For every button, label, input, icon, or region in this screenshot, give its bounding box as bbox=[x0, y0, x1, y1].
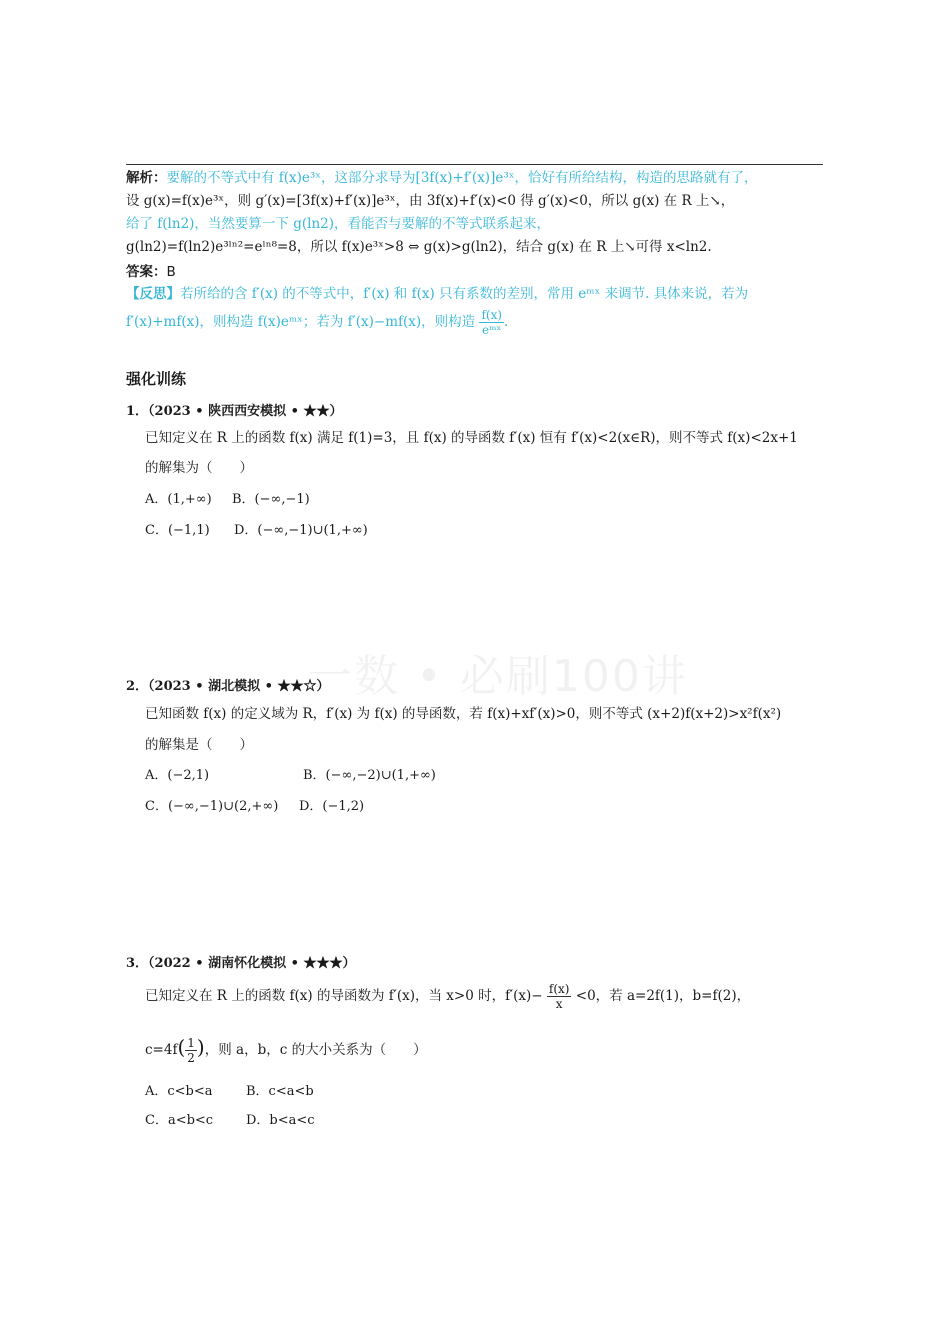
section-title: 强化训练 bbox=[126, 370, 187, 388]
question-2-option-a[interactable]: A．(−2,1) bbox=[145, 768, 210, 783]
question-3-text-1a: 已知定义在 R 上的函数 f(x) 的导函数为 f′(x)，当 x>0 时，f′(x)− bbox=[145, 988, 543, 1004]
question-3-text-1b: <0，若 a=2f(1)，b=f(2)， bbox=[575, 988, 751, 1004]
answer-line bbox=[126, 261, 176, 283]
reflect-fraction-denominator: eᵐˣ bbox=[481, 323, 502, 337]
reflect-line-1 bbox=[126, 283, 748, 305]
analysis-label: 解析： bbox=[126, 170, 167, 186]
reflect-label: 【反思】 bbox=[126, 286, 180, 302]
header-divider bbox=[126, 164, 823, 165]
question-3-text-1 bbox=[145, 982, 750, 1011]
question-1-text-2: 的解集为（ ） bbox=[145, 460, 253, 476]
question-3-fraction-2-numerator: 1 bbox=[187, 1036, 195, 1050]
question-3-header: 3．（2022 • 湖南怀化模拟 • ★★★） bbox=[126, 956, 356, 971]
question-2-text-1: 已知函数 f(x) 的定义域为 R，f′(x) 为 f(x) 的导函数，若 f(x)+xf′(x)>0，则不等式 (x+2)f(x+2)>x²f(x²) bbox=[145, 706, 782, 722]
question-3-text-2: c=4f( $\frac{1}{2}$ )，则 a，b，c 的大小关系为（ ） bbox=[145, 1035, 427, 1065]
reflect-fraction-numerator: f(x) bbox=[481, 308, 503, 322]
question-1-header: 1．（2023 • 陕西西安模拟 • ★★） bbox=[126, 404, 343, 419]
question-1-option-b[interactable]: B．(−∞,−1) bbox=[232, 492, 310, 507]
question-3-text-2b: ，则 a，b，c 的大小关系为（ ） bbox=[204, 1042, 427, 1058]
analysis-line-2: 设 g(x)=f(x)e³ˣ，则 g′(x)=[3f(x)+f′(x)]e³ˣ，由 3f(x)+f′(x)<0 得 g′(x)<0，所以 g(x) 在 R 上↘， bbox=[126, 193, 735, 209]
question-2-option-b[interactable]: B．(−∞,−2)∪(1,+∞) bbox=[303, 768, 436, 783]
question-2-option-c[interactable]: C．(−∞,−1)∪(2,+∞) bbox=[145, 799, 279, 814]
question-3-text-2a: c=4f bbox=[145, 1042, 178, 1058]
question-3-fraction-1 bbox=[547, 982, 572, 1011]
question-1-option-a[interactable]: A．(1,+∞) bbox=[145, 492, 212, 507]
analysis-line-1 bbox=[126, 167, 757, 189]
analysis-line-4: g(ln2)=f(ln2)e³ˡⁿ²=eˡⁿ⁸=8，所以 f(x)e³ˣ>8 ⇔ g(x)>g(ln2)，结合 g(x) 在 R 上↘可得 x<ln2. bbox=[126, 239, 712, 255]
answer-label: 答案： bbox=[126, 264, 167, 280]
question-1-text-1: 已知定义在 R 上的函数 f(x) 满足 f(1)=3，且 f(x) 的导函数 f′(x) 恒有 f′(x)<2(x∈R)，则不等式 f(x)<2x+1 bbox=[145, 430, 798, 446]
question-3-option-a[interactable]: A．c<b<a bbox=[145, 1084, 213, 1099]
question-3-fraction-1-denominator: x bbox=[555, 997, 563, 1011]
reflect-text-1: 若所给的含 f′(x) 的不等式中，f′(x) 和 f(x) 只有系数的差别，常用 eᵐˣ 来调节. 具体来说，若为 bbox=[180, 286, 749, 302]
question-3-option-d[interactable]: D．b<a<c bbox=[246, 1113, 315, 1128]
question-3-fraction-1-numerator: f(x) bbox=[548, 982, 570, 996]
question-3-fraction-2-denominator: 2 bbox=[187, 1051, 195, 1065]
question-3-option-c[interactable]: C．a<b<c bbox=[145, 1113, 214, 1128]
analysis-line-3: 给了 f(ln2)，当然要算一下 g(ln2)，看能否与要解的不等式联系起来， bbox=[126, 216, 550, 232]
analysis-text-1: 要解的不等式中有 f(x)e³ˣ，这部分求导为[3f(x)+f′(x)]e³ˣ，恰好有所给结构，构造的思路就有了， bbox=[166, 170, 758, 186]
question-2-header: 2．（2023 • 湖北模拟 • ★★☆） bbox=[126, 679, 330, 694]
question-1-option-c[interactable]: C．(−1,1) bbox=[145, 523, 210, 538]
reflect-text-2: f′(x)+mf(x)，则构造 f(x)eᵐˣ；若为 f′(x)−mf(x)，则构造 bbox=[126, 314, 476, 330]
question-1-option-d[interactable]: D．(−∞,−1)∪(1,+∞) bbox=[234, 523, 368, 538]
reflect-fraction bbox=[479, 308, 504, 337]
question-2-text-2: 的解集是（ ） bbox=[145, 737, 253, 753]
question-3-option-b[interactable]: B．c<a<b bbox=[246, 1084, 314, 1099]
reflect-line-2 bbox=[126, 308, 508, 337]
watermark: 一数 • 必刷100讲 bbox=[308, 651, 688, 702]
answer-value: B bbox=[166, 264, 176, 280]
reflect-end: . bbox=[504, 314, 509, 330]
question-3-fraction-2 bbox=[185, 1036, 197, 1065]
question-2-option-d[interactable]: D．(−1,2) bbox=[299, 799, 365, 814]
